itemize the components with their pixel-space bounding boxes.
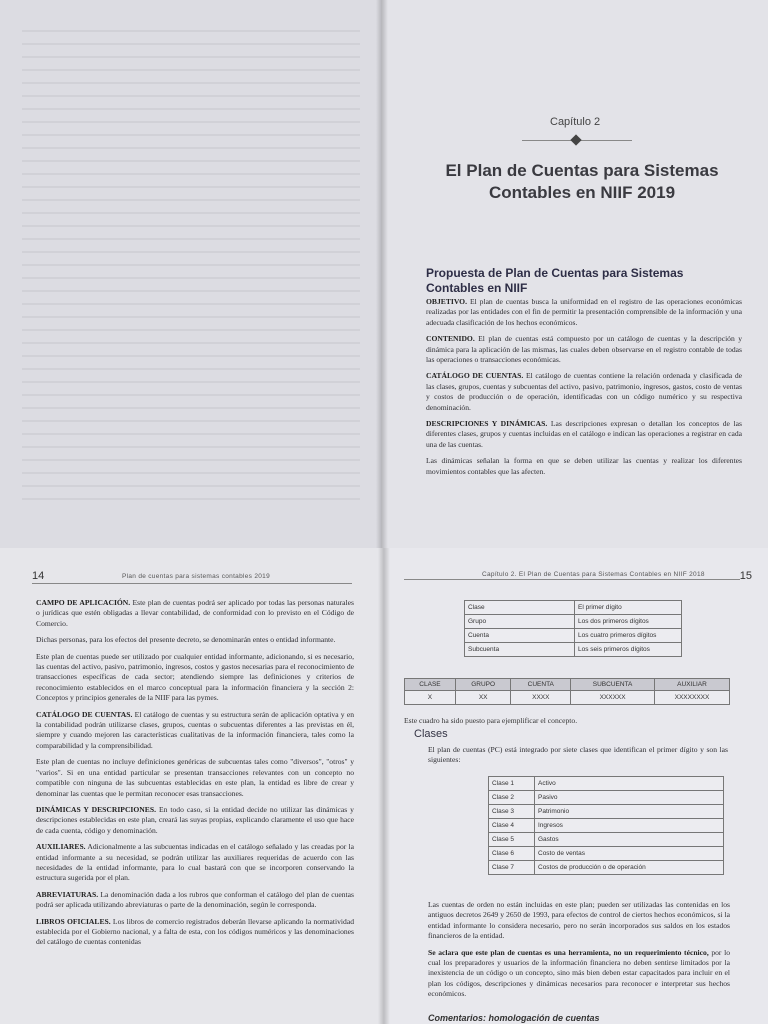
gutter-shadow xyxy=(382,0,388,548)
paragraph: DINÁMICAS Y DESCRIPCIONES. En todo caso, si la entidad decide no utilizar las dinámicas y descripciones establecidas en este plan, creará las suyas propias, explicando claramente el uso que hace de cada cuenta, código y denominación. xyxy=(36,804,354,835)
top-left-page xyxy=(0,0,382,548)
paragraph: CATÁLOGO DE CUENTAS. El catálogo de cuentas y su estructura serán de aplicación optativa y en la contabilidad podrán utilizarse clases, grupos, cuentas o subcuentas diferentes a las previstas en él, siempre y cuando mejoren las características cualitativas de la información financiera, tales como la comparabilidad y la comprensibilidad. xyxy=(36,709,354,750)
table-row: Clase 5 Gastos xyxy=(489,833,724,847)
paragraph: Se aclara que este plan de cuentas es una herramienta, no un requerimiento técnico, por lo cual los preparadores y usuarios de la información financiera no deben sentirse limitados por la inexistencia de un código o un concepto, sino más bien deben estar capacitados para incluir en el plan los códigos, descripciones y dinámicas necesarios para reconocer e interpretar sus hechos económicos. xyxy=(428,947,730,999)
comment-heading: Comentarios: homologación de cuentas xyxy=(428,1013,600,1023)
page-14 xyxy=(0,548,384,1024)
table-header-row: CLASE GRUPO CUENTA SUBCUENTA AUXILIAR xyxy=(405,679,730,691)
table-row: Grupo Los dos primeros dígitos xyxy=(465,615,682,629)
chapter-opening-page xyxy=(382,0,768,548)
paragraph: Dichas personas, para los efectos del presente decreto, se denominarán entes o entidad informante. xyxy=(36,635,336,645)
paragraph: CONTENIDO. El plan de cuentas está compuesto por un catálogo de cuentas y la descripción y dinámica para la aplicación de las mismas, las cuales deben observarse en el registro contable de todas las operaciones o transacciones económicas. xyxy=(426,334,742,365)
header-text: Plan de cuentas para sistemas contables 2019 xyxy=(122,573,270,580)
paragraph: Las cuentas de orden no están incluidas en este plan; pueden ser utilizadas las contenidas en los antiguos decretos 2649 y 2650 de 1993, para efectos de control de ciertos hechos económicos, si la entidad informante lo considera necesario, pero no serán incorporados sus saldos en los estados financieros de la entidad. xyxy=(428,900,730,941)
diamond-ornament-icon xyxy=(570,134,581,145)
paragraph: Las dinámicas señalan la forma en que se deben utilizar las cuentas y realizar los diferentes movimientos contables que las afecten. xyxy=(426,456,742,476)
chapter-label: Capítulo 2 xyxy=(550,116,601,128)
table-row: Clase 7 Costos de producción o de operación xyxy=(489,861,724,875)
table-row: Clase 1 Activo xyxy=(489,777,724,791)
clases-heading: Clases xyxy=(414,728,448,740)
page-number: 14 xyxy=(32,570,45,582)
faint-text-lines xyxy=(0,0,382,548)
table-row: Clase 2 Pasivo xyxy=(489,791,724,805)
gutter-shadow xyxy=(384,548,390,1024)
section-heading: Propuesta de Plan de Cuentas para Sistemas Contables en NIIF xyxy=(426,266,684,295)
running-header xyxy=(32,572,352,584)
table-row: Subcuenta Los seis primeros dígitos xyxy=(465,643,682,657)
table-row: Clase El primer dígito xyxy=(465,601,682,615)
table-row: Clase 6 Costo de ventas xyxy=(489,847,724,861)
account-levels-table xyxy=(464,600,682,657)
code-structure-table xyxy=(404,678,730,705)
page-15 xyxy=(384,548,768,1024)
page-15-body xyxy=(428,900,730,1006)
table-row: Clase 4 Ingresos xyxy=(489,819,724,833)
table-note: Este cuadro ha sido puesto para ejemplificar el concepto. xyxy=(404,716,578,725)
paragraph: ABREVIATURAS. La denominación dada a los rubros que conforman el catálogo del plan de cuentas podrá ser aplicada utilizando abreviaturas o parte de la denominación, según le corresponda. xyxy=(36,889,354,910)
proposal-body xyxy=(426,297,742,483)
paragraph: DESCRIPCIONES Y DINÁMICAS. Las descripciones expresan o detallan los conceptos de las diferentes clases, grupos y cuentas incluidas en el catálogo e indican las operaciones a registrar en cada una de las cuentas. xyxy=(426,419,742,449)
table-row: Clase 3 Patrimonio xyxy=(489,805,724,819)
paragraph: AUXILIARES. Adicionalmente a las subcuentas indicadas en el catálogo señalado y las creadas por la entidad informante a su necesidad, se podrán utilizar las auxiliares requeridas de acuerdo con las necesidades de la entidad informante, para lo cual bastará con que se incorporen conservando la estructura sugerida por el plan. xyxy=(36,842,354,883)
paragraph: LIBROS OFICIALES. Los libros de comercio registrados deberán llevarse aplicando la normatividad establecida por el Gobierno nacional, y a falta de esta, con los códigos numéricos y las denominaciones del catálogo de cuentas contenidas xyxy=(36,916,354,947)
clases-intro: El plan de cuentas (PC) está integrado por siete clases que identifican el primer dígito y son las siguientes: xyxy=(428,745,728,765)
chapter-title: El Plan de Cuentas para Sistemas Contables en NIIF 2019 xyxy=(445,161,719,202)
paragraph: OBJETIVO. El plan de cuentas busca la uniformidad en el registro de las operaciones económicas realizadas por las entidades con el fin de permitir la presentación comprensible de la información y una adecuada clasificación de los hechos económicos. xyxy=(426,297,742,327)
table-row: Cuenta Los cuatro primeros dígitos xyxy=(465,629,682,643)
running-header xyxy=(404,568,752,582)
page-14-body xyxy=(36,598,354,954)
paragraph: CAMPO DE APLICACIÓN. Este plan de cuentas podrá ser aplicado por todas las personas naturales o jurídicas que estén obligadas a llevar contabilidad, de conformidad con lo previsto en el Código de Comercio. xyxy=(36,598,354,628)
paragraph: Este plan de cuentas no incluye definiciones genéricas de subcuentas tales como "diversos", "otros" y "varios". Si en una entidad particular se presentan transacciones relevantes con un concepto no compatible con ninguna de las subcuentas establecidas en este plan, la entidad es libre de crear y denominar las cuentas que le permitan reconocer esas transacciones. xyxy=(36,757,354,798)
page-number: 15 xyxy=(739,570,752,582)
header-text: Capítulo 2. El Plan de Cuentas para Sistemas Contables en NIIF 2018 xyxy=(482,571,705,578)
paragraph: CATÁLOGO DE CUENTAS. El catálogo de cuentas contiene la relación ordenada y clasificada de las clases, grupos, cuentas y subcuentas del activo, pasivo, patrimonio, ingresos, gastos, costo de ventas y costos de producción o de operación, identificadas con un código numérico y su respectiva denominación. xyxy=(426,371,742,412)
table-row: X XX XXXX XXXXXX XXXXXXXX xyxy=(405,691,730,705)
paragraph: Este plan de cuentas puede ser utilizado por cualquier entidad informante, adicionando, si es necesario, las cuentas del activo, pasivo, patrimonio, ingresos, costos y gastos necesarias para el reconocimiento de transacciones específicas de cada sector; atendiendo siempre las definiciones y criterios de reconocimiento establecidos en el marco conceptual para la información financiera y la sección 2: Conceptos y principios generales de la NIIF para las pymes. xyxy=(36,651,354,703)
classes-table xyxy=(488,776,724,875)
